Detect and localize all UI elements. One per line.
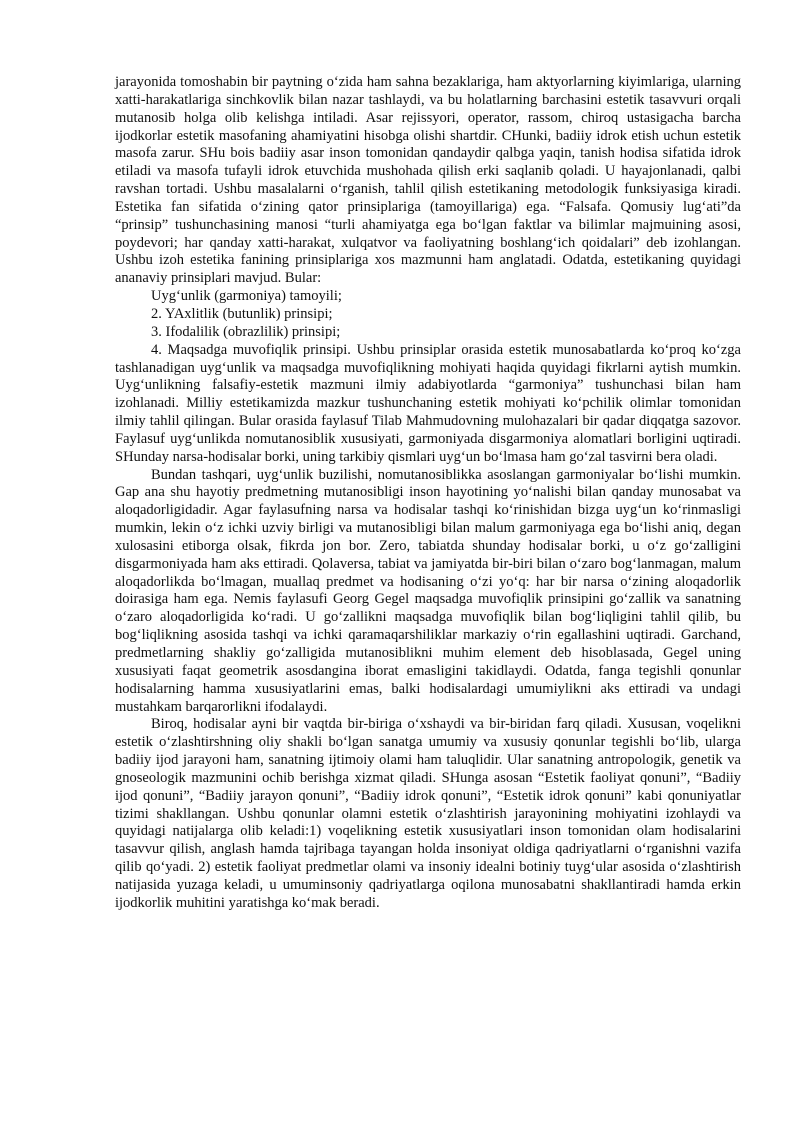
principle-item-2: 2. YAxlitlik (butunlik) prinsipi;: [151, 305, 333, 322]
document-page: [115, 74, 741, 913]
principle-item-3: 3. Ifodalilik (obrazlilik) prinsipi;: [151, 323, 341, 340]
paragraph-laws: Biroq, hodisalar ayni bir vaqtda bir-biriga o‘xshaydi va bir-biridan farq qiladi. Xususan, voqelikni estetik o‘zlashtirshning oliy shakli bo‘lgan sanatga umumiy va xususiy qonunlar tegishli bo‘lib, ularga badiiy ijod jarayoni ham, sanatning ijtimoiy olami ham taluqlidir. Ular sanatning antropologik, genetik va gnoseologik mazmunini ochib berishga xizmat qiladi. SHunga asosan “Estetik faoliyat qonuni”, “Badiiy ijod qonuni”, “Badiiy jarayon qonuni”, “Badiiy idrok qonuni”, “Estetik idrok qonuni” kabi qonuniyatlar tizimi shakllangan. Ushbu qonunlar olamni estetik o‘zlashtirish jarayonining mohiyatini izohlaydi va quyidagi natijalarga olib keladi:1) voqelikning estetik xususiyatlari inson tomonidan olam hodisalarini tasavvur qilish, anglash hamda tajribaga tayangan holda insoniyat oldiga qadriyatlarni o‘rganishni vazifa qilib qo‘yadi. 2) estetik faoliyat predmetlar olami va insoniy idealni botiniy tuyg‘ular asosida o‘zlashtirish natijasida yuzaga keladi, u umuminsoniy qadriyatlarga oqilona munosabatni shakllantiradi hamda erkin ijodkorlik muhitini yaratishga ko‘mak beradi.: [115, 716, 741, 911]
paragraph-harmony: Bundan tashqari, uyg‘unlik buzilishi, nomutanosiblikka asoslangan garmoniyalar bo‘lishi mumkin. Gap ana shu hayotiy predmetning mutanosibligi inson hayotining yo‘nalishi bilan qanday munosabat va aloqadorligidadir. Agar faylasufning narsa va hodisalar tashqi ko‘rinishidan bizga uyg‘un ko‘rinmasligi mumkin, lekin o‘z ichki uzviy birligi va mutanosibligi bilan malum garmoniyaga ega bo‘lishi aniq, degan xulosasini etiborga olsak, fikrda jon bor. Zero, tabiatda shunday hodisalar borki, u o‘z go‘zalligini disgarmoniyada ham aks ettiradi. Qolaversa, tabiat va jamiyatda bir-biri bilan o‘zaro bog‘lanmagan, malum aloqadorlikda bo‘lmagan, muallaq predmet va hodisaning o‘zi yo‘q: har bir narsa o‘zining aloqadorlik doirasiga ham ega. Nemis faylasufi Georg Gegel maqsadga muvofiqlik prinsipini go‘zallik va sanatning o‘zaro aloqadorligida ko‘radi. U go‘zallikni maqsadga muvofiqlik bilan bog‘liqligini tahlil qilib, bu bog‘liqlikning asosida tashqi va ichki qaramaqarshiliklar markaziy o‘rin egallashini uqtiradi. Garchand, predmetlarning shakliy go‘zalligida mutanosiblikni muhim element deb hisoblasada, Gegel uning xususiyati faqat geometrik asosdangina iborat emasligini takidlaydi. Odatda, fanga tegishli qonunlar hodisalarning hamma xususiyatlarini emas, balki hodisalardagi umumiylikni aks ettiradi va undagi mustahkam barqarorlikni ifodalaydi.: [115, 466, 741, 715]
paragraph-intro: jarayonida tomoshabin bir paytning o‘zida ham sahna bezaklariga, ham aktyorlarning kiyimlariga, ularning xatti-harakatlariga sinchkovlik bilan nazar tashlaydi, va bu holatlarning barchasini estetik tasavvuri orqali mutanosib holga olib kelishga intiladi. Asar rejissyori, operator, rassom, chiroq ustasigacha barcha ijodkorlar estetik masofaning ahamiyatini hisobga olishi shartdir. CHunki, badiiy idrok etish uchun estetik masofa zarur. SHu bois badiiy asar inson tomonidan qandaydir qalbga yaqin, tanish hodisa sifatida idrok etiladi va masofa tufayli idrok etuvchida mushohada qilish erki saqlanib qoladi. U hayajonlanadi, qalbi ravshan tortadi. Ushbu masalalarni o‘rganish, tahlil qilish estetikaning metodologik funksiyasiga kiradi. Estetika fan sifatida o‘zining qator prinsiplariga (tamoyillariga) ega. “Falsafa. Qomusiy lug‘ati”da “prinsip” tushunchasining manosi “turli ahamiyatga ega bo‘lgan faktlar va bilimlar majmuining asosi, poydevori; har qanday xatti-harakat, xulqatvor va faoliyatning boshlang‘ich qoidalari” deb izohlangan. Ushbu izoh estetika fanining prinsiplariga xos mazmunni ham anglatadi. Odatda, estetikaning quyidagi ananaviy prinsiplari mavjud. Bular:: [115, 74, 741, 287]
principle-item-1: Uyg‘unlik (garmoniya) tamoyili;: [151, 288, 342, 305]
principle-item-4-paragraph: 4. Maqsadga muvofiqlik prinsipi. Ushbu prinsiplar orasida estetik munosabatlarda ko‘proq ko‘zga tashlanadigan uyg‘unlik va maqsadga muvofiqlikning mohiyati haqida quyidagi fikrlarni aytish mumkin. Uyg‘unlikning falsafiy-estetik mazmuni ilmiy adabiyotlarda “garmoniya” tushunchasi bilan ham izohlanadi. Milliy estetikamizda mazkur tushunchaning estetik mohiyati ko‘pchilik olimlar tomonidan ilmiy tahlil qilingan. Bular orasida faylasuf Tilab Mahmudovning mulohazalari bir qadar diqqatga sazovor. Faylasuf uyg‘unlikda nomutanosiblik xususiyati, garmoniyada disgarmoniya alomatlari borligini uqtiradi. SHunday narsa-hodisalar borki, uning tarkibiy qismlari uyg‘un bo‘lmasa ham go‘zal tasvirni bera oladi.: [115, 341, 741, 465]
